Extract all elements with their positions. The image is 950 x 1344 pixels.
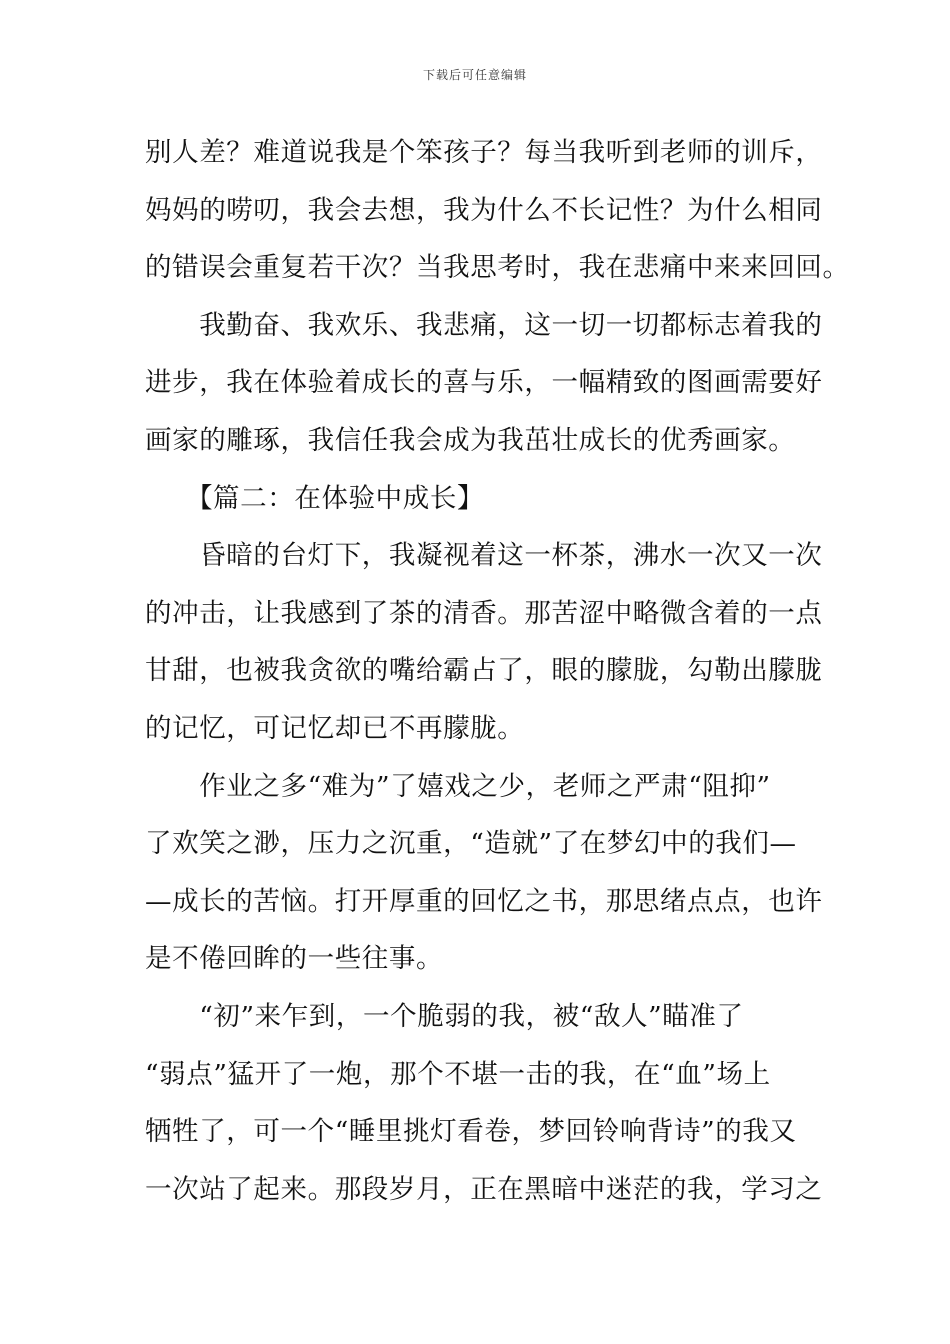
text-line: 牺牲了，可一个“睡里挑灯看卷，梦回铃响背诗”的我又 [145,1116,797,1148]
section-heading: 【篇二：在体验中成长】 [145,482,485,514]
text-line: —成长的苦恼。打开厚重的回忆之书，那思绪点点，也许 [145,885,823,917]
text-line: 是不倦回眸的一些往事。 [145,943,444,975]
text-line: 的记忆，可记忆却已不再朦胧。 [145,712,525,744]
text-line: “弱点”猛开了一炮，那个不堪一击的我，在“血”场上 [145,1058,771,1090]
text-line: 进步，我在体验着成长的喜与乐，一幅精致的图画需要好 [145,367,823,399]
text-line: 一次站了起来。那段岁月，正在黑暗中迷茫的我，学习之 [145,1173,823,1205]
text-line: 甘甜，也被我贪欲的嘴给霸占了，眼的朦胧，勾勒出朦胧 [145,655,823,687]
text-line: “初”来乍到，一个脆弱的我，被“敌人”瞄准了 [145,1000,744,1032]
text-line: 画家的雕琢，我信任我会成为我茁壮成长的优秀画家。 [145,424,796,456]
text-line: 昏暗的台灯下，我凝视着这一杯茶，沸水一次又一次 [145,540,823,572]
text-line: 了欢笑之渺，压力之沉重，“造就”了在梦幻中的我们— [145,828,797,860]
text-line: 的冲击，让我感到了茶的清香。那苦涩中略微含着的一点 [145,597,823,629]
text-line: 作业之多“难为”了嬉戏之少，老师之严肃“阻抑” [145,770,771,802]
page-header: 下载后可任意编辑 [422,68,527,82]
document-body [145,124,850,1218]
text-line: 别人差？难道说我是个笨孩子？每当我听到老师的训斥， [145,137,823,168]
text-line: 妈妈的唠叨，我会去想，我为什么不长记性？为什么相同 [145,194,823,226]
text-line: 的错误会重复若干次？当我思考时，我在悲痛中来来回回。 [145,252,850,284]
text-line: 我勤奋、我欢乐、我悲痛，这一切一切都标志着我的 [145,309,823,341]
